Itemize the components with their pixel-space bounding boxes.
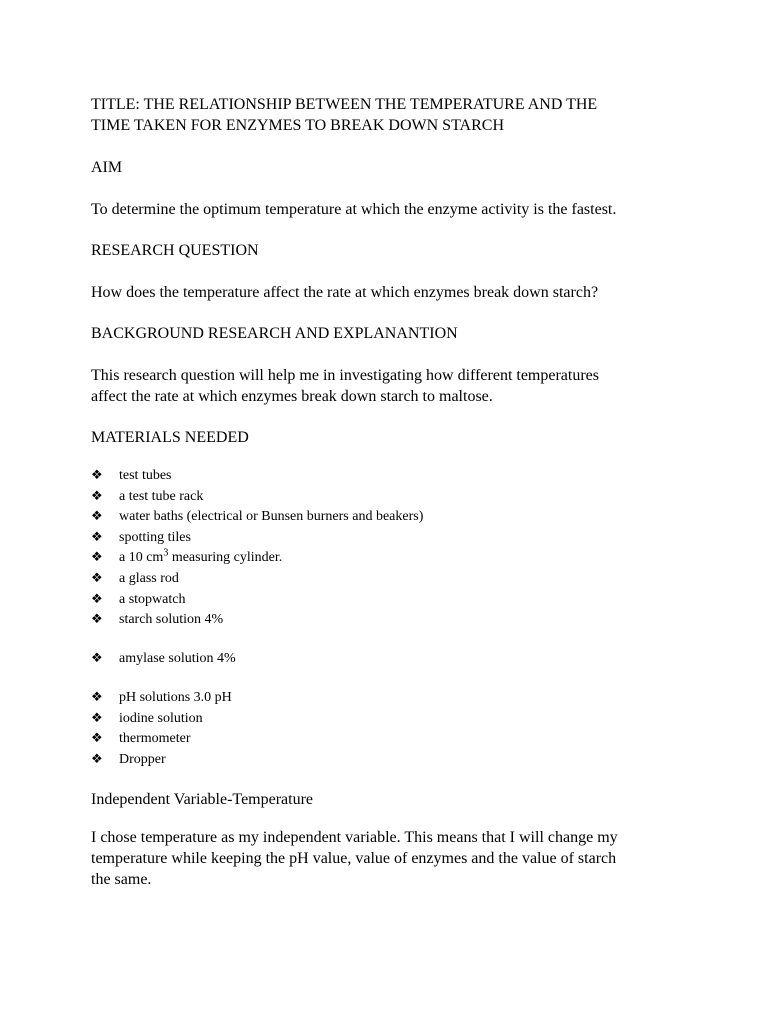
materials-list xyxy=(91,466,423,631)
research-question-text: How does the temperature affect the rate at which enzymes break down starch? xyxy=(91,284,599,301)
list-item: ❖ starch solution 4% xyxy=(91,610,423,631)
list-item: ❖ iodine solution xyxy=(91,709,232,730)
background-heading: BACKGROUND RESEARCH AND EXPLANANTION xyxy=(91,325,458,342)
list-item: ❖ amylase solution 4% xyxy=(91,649,236,670)
diamond-bullet-icon: ❖ xyxy=(91,488,103,504)
list-item xyxy=(91,548,423,569)
list-item: ❖ test tubes xyxy=(91,466,423,487)
diamond-bullet-icon: ❖ xyxy=(91,690,103,705)
title-line-2: TIME TAKEN FOR ENZYMES TO BREAK DOWN STARCH xyxy=(91,117,505,134)
diamond-bullet-icon: ❖ xyxy=(91,550,103,566)
research-question-heading: RESEARCH QUESTION xyxy=(91,242,259,259)
diamond-bullet-icon: ❖ xyxy=(91,651,103,666)
diamond-bullet-icon: ❖ xyxy=(91,591,103,607)
aim-text: To determine the optimum temperature at which the enzyme activity is the fastest. xyxy=(91,201,617,218)
independent-variable-heading: Independent Variable-Temperature xyxy=(91,791,314,808)
list-item: ❖ thermometer xyxy=(91,729,232,750)
list-item: ❖ a glass rod xyxy=(91,569,423,590)
list-item: ❖ water baths (electrical or Bunsen burners and beakers) xyxy=(91,507,423,528)
diamond-bullet-icon: ❖ xyxy=(91,710,103,726)
list-item: ❖ pH solutions 3.0 pH xyxy=(91,688,232,709)
diamond-bullet-icon: ❖ xyxy=(91,509,103,525)
list-item: ❖ spotting tiles xyxy=(91,528,423,549)
title-line-1: TITLE: THE RELATIONSHIP BETWEEN THE TEMPERATURE AND THE xyxy=(91,96,598,113)
list-item: ❖ Dropper xyxy=(91,750,232,771)
diamond-bullet-icon: ❖ xyxy=(91,468,103,483)
independent-variable-line-1: I chose temperature as my independent variable. This means that I will change my xyxy=(91,829,618,846)
measuring-cylinder-label: a 10 $cm^3$ measuring cylinder. xyxy=(119,547,283,566)
background-line-2: affect the rate at which enzymes break down starch to maltose. xyxy=(91,388,493,405)
independent-variable-line-2: temperature while keeping the pH value, value of enzymes and the value of starch xyxy=(91,850,617,867)
diamond-bullet-icon: ❖ xyxy=(91,612,103,628)
independent-variable-line-3: the same. xyxy=(91,871,152,888)
aim-heading: AIM xyxy=(91,159,123,176)
diamond-bullet-icon: ❖ xyxy=(91,529,103,545)
materials-list-amylase xyxy=(91,649,236,670)
diamond-bullet-icon: ❖ xyxy=(91,731,103,747)
list-item: ❖ a test tube rack xyxy=(91,487,423,508)
materials-list-continued xyxy=(91,688,232,770)
diamond-bullet-icon: ❖ xyxy=(91,570,103,586)
background-line-1: This research question will help me in investigating how different temperatures xyxy=(91,367,600,384)
list-item: ❖ a stopwatch xyxy=(91,590,423,611)
diamond-bullet-icon: ❖ xyxy=(91,751,103,767)
materials-heading: MATERIALS NEEDED xyxy=(91,429,249,446)
